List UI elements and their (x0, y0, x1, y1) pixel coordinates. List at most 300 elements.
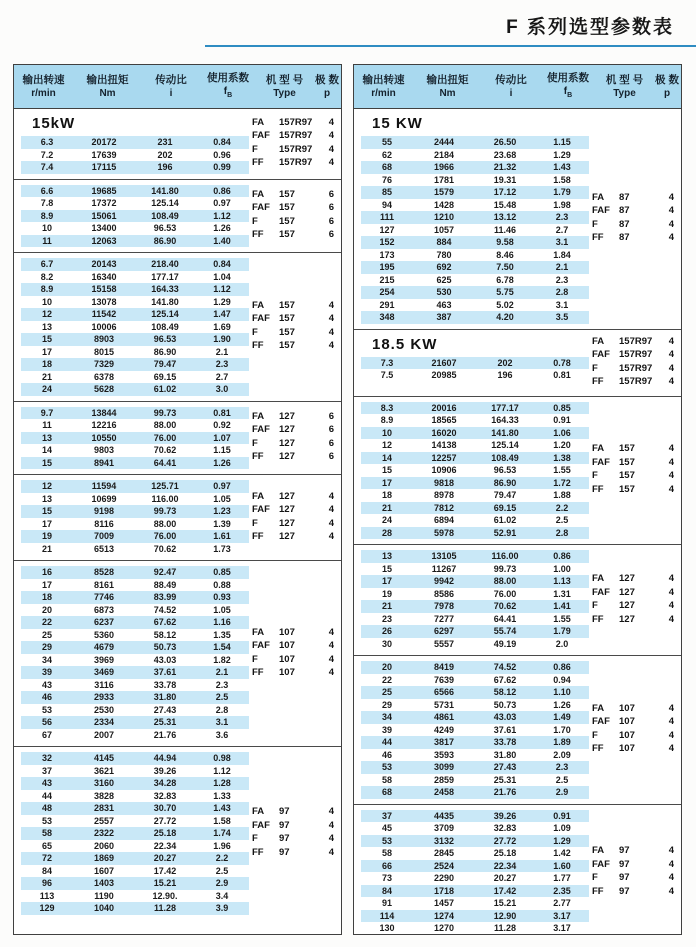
cell-ratio: 4.20 (496, 312, 514, 322)
cell-ratio: 27.72 (153, 815, 177, 826)
cell-service-factor: 2.3 (215, 679, 229, 690)
cell-ratio: 25.18 (493, 848, 517, 858)
table-row (361, 427, 589, 440)
header-model-type: 机 型 号 Type (605, 74, 644, 99)
cell-ratio: 67.62 (153, 617, 177, 627)
cell-service-factor: 1.05 (213, 493, 231, 504)
cell-output-torque: 3828 (93, 790, 115, 801)
cell-ratio: 96.53 (493, 465, 517, 475)
cell-ratio: 125.14 (151, 309, 179, 319)
cell-output-torque: 2458 (433, 787, 455, 797)
cell-ratio: 99.73 (153, 407, 177, 418)
cell-output-torque: 6873 (93, 604, 115, 615)
table-row (21, 333, 249, 346)
cell-output-speed: 348 (379, 312, 395, 322)
cell-output-torque: 3593 (433, 749, 455, 760)
table-row (21, 840, 249, 853)
rows-column (21, 752, 249, 915)
cell-ratio: 202 (157, 149, 173, 160)
cell-output-speed: 17 (381, 477, 392, 488)
parameter-group (354, 655, 681, 804)
pole-count: 4 (328, 640, 334, 651)
model-prefix: FF (252, 229, 264, 241)
cell-service-factor: 0.97 (213, 198, 231, 208)
model-type-line (249, 517, 341, 531)
cell-service-factor: 1.79 (553, 626, 571, 636)
cell-output-torque: 6894 (433, 515, 455, 525)
cell-output-torque: 4145 (93, 753, 115, 763)
cell-ratio: 50.73 (153, 642, 177, 652)
pole-count: 4 (328, 157, 334, 169)
model-prefix: F (252, 653, 258, 665)
cell-ratio: 32.83 (493, 823, 517, 833)
rows-column (361, 402, 589, 540)
table-row (21, 852, 249, 865)
model-type-line (589, 586, 681, 600)
cell-service-factor: 2.3 (555, 762, 569, 772)
cell-output-speed: 20 (41, 604, 52, 615)
cell-output-torque: 9942 (433, 576, 455, 586)
cell-output-speed: 19 (381, 588, 392, 599)
cell-output-torque: 4249 (433, 724, 455, 735)
pole-count: 4 (328, 819, 334, 831)
pole-count: 4 (328, 531, 334, 542)
cell-output-speed: 13 (381, 551, 392, 561)
cell-output-torque: 2007 (93, 729, 115, 740)
cell-output-speed: 34 (381, 712, 392, 722)
cell-ratio: 164.33 (491, 415, 519, 425)
table-row (21, 185, 249, 198)
model-prefix: F (592, 600, 598, 611)
cell-output-speed: 15 (381, 465, 392, 475)
cell-output-torque: 8978 (433, 490, 455, 500)
model-type-line (249, 299, 341, 313)
cell-output-torque: 2859 (433, 774, 455, 785)
table-row (21, 444, 249, 457)
cell-output-speed: 7.3 (380, 357, 394, 368)
model-size: 87 (619, 205, 630, 217)
cell-output-speed: 173 (379, 249, 395, 260)
cell-output-speed: 58 (381, 848, 392, 858)
cell-service-factor: 0.81 (553, 370, 571, 380)
cell-output-torque: 7329 (93, 359, 115, 369)
cell-ratio: 19.31 (493, 174, 517, 185)
cell-output-torque: 17115 (91, 162, 117, 172)
cell-service-factor: 2.3 (215, 359, 229, 369)
cell-service-factor: 0.84 (213, 259, 231, 269)
model-prefix: FAF (592, 716, 610, 728)
table-row (21, 296, 249, 309)
table-row (361, 477, 589, 490)
table-row (21, 752, 249, 765)
cell-output-speed: 8.9 (380, 415, 394, 425)
table-row (21, 358, 249, 371)
cell-output-torque: 3116 (94, 679, 114, 690)
table-row (21, 641, 249, 654)
cell-output-speed: 7.2 (40, 149, 54, 160)
cell-service-factor: 1.40 (213, 235, 231, 246)
model-prefix: FA (252, 806, 265, 818)
model-size: 127 (619, 613, 635, 625)
cell-service-factor: 0.96 (213, 149, 231, 160)
cell-output-torque: 6237 (93, 617, 115, 627)
table-row (361, 236, 589, 249)
cell-service-factor: 1.43 (553, 162, 571, 172)
cell-output-speed: 28 (381, 527, 392, 538)
model-prefix: FAF (252, 640, 270, 651)
cell-output-torque: 1869 (93, 853, 115, 863)
cell-service-factor: 2.5 (555, 515, 569, 525)
model-prefix: FAF (252, 202, 270, 214)
pole-count: 4 (328, 326, 334, 338)
parameter-group (354, 544, 681, 655)
table-row (361, 174, 589, 187)
cell-service-factor: 1.42 (553, 848, 571, 858)
cell-output-torque: 2290 (433, 873, 455, 883)
cell-output-speed: 66 (381, 860, 392, 871)
cell-output-speed: 22 (381, 674, 392, 685)
pole-count: 6 (328, 202, 334, 214)
model-type-line (589, 599, 681, 613)
cell-output-torque: 2831 (93, 803, 115, 813)
rows-column (21, 480, 249, 555)
cell-ratio: 76.00 (153, 531, 177, 541)
cell-ratio: 37.61 (153, 667, 177, 677)
cell-output-torque: 1057 (433, 224, 455, 235)
cell-output-speed: 8.2 (40, 271, 54, 282)
cell-service-factor: 1.20 (553, 440, 571, 450)
pole-count: 4 (668, 349, 674, 360)
cell-output-speed: 91 (381, 898, 392, 908)
rows-column (361, 114, 589, 324)
model-type-line (249, 339, 341, 353)
cell-output-torque: 692 (436, 262, 452, 272)
model-prefix: FF (592, 885, 604, 897)
model-type-column (249, 566, 341, 741)
model-type-line (589, 191, 681, 205)
cell-service-factor: 2.09 (553, 749, 571, 760)
cell-ratio: 11.28 (493, 923, 517, 933)
pole-count: 4 (328, 299, 334, 311)
cell-output-torque: 2557 (93, 815, 115, 826)
cell-output-torque: 4861 (433, 712, 455, 722)
cell-output-speed: 84 (41, 865, 52, 876)
cell-output-speed: 215 (379, 274, 395, 285)
parameter-table-right (353, 64, 682, 935)
cell-service-factor: 1.43 (213, 803, 231, 813)
model-prefix: FA (252, 410, 265, 422)
cell-output-torque: 2444 (433, 137, 455, 147)
cell-output-torque: 5557 (433, 638, 455, 649)
cell-service-factor: 3.9 (215, 903, 229, 913)
cell-output-speed: 39 (41, 667, 52, 677)
table-row (361, 502, 589, 515)
cell-output-speed: 62 (381, 149, 392, 160)
cell-output-speed: 43 (41, 778, 52, 788)
cell-ratio: 21.76 (493, 787, 517, 797)
model-size: 157 (279, 340, 295, 352)
pole-count: 6 (328, 410, 334, 422)
cell-service-factor: 0.92 (213, 420, 231, 430)
table-row (361, 588, 589, 601)
cell-service-factor: 3.6 (215, 729, 229, 740)
cell-service-factor: 1.29 (213, 296, 231, 307)
model-size: 157 (619, 443, 635, 455)
cell-service-factor: 1.12 (213, 765, 231, 776)
model-size: 87 (619, 218, 630, 230)
model-prefix: F (252, 437, 258, 449)
cell-service-factor: 1.69 (213, 321, 231, 332)
model-type-line (589, 844, 681, 858)
model-size: 107 (619, 743, 635, 755)
cell-ratio: 202 (497, 357, 513, 368)
model-type-line (249, 410, 341, 424)
cell-ratio: 218.40 (151, 259, 179, 269)
pole-count: 4 (668, 729, 674, 741)
model-type-line (249, 437, 341, 451)
model-type-line (249, 312, 341, 326)
model-size: 127 (279, 517, 295, 529)
model-prefix: F (592, 218, 598, 230)
cell-output-speed: 8.9 (40, 284, 54, 294)
cell-output-speed: 195 (379, 262, 395, 272)
cell-output-torque: 3132 (433, 835, 455, 846)
table-row (361, 369, 589, 382)
model-type-line (589, 469, 681, 483)
table-row (21, 566, 249, 579)
cell-service-factor: 1.26 (213, 457, 231, 468)
cell-service-factor: 0.86 (553, 662, 571, 672)
table-row (361, 822, 589, 835)
cell-output-torque: 1966 (433, 162, 455, 172)
model-prefix: FA (592, 443, 605, 455)
cell-ratio: 15.21 (153, 878, 177, 888)
model-size: 127 (279, 490, 295, 502)
model-type-line (589, 885, 681, 899)
cell-service-factor: 1.31 (553, 588, 571, 599)
cell-ratio: 20.27 (493, 873, 517, 883)
model-type-line (589, 335, 681, 349)
pole-count: 6 (328, 437, 334, 449)
table-row (361, 136, 589, 149)
cell-output-speed: 16 (41, 567, 52, 577)
cell-output-speed: 39 (381, 724, 392, 735)
cell-ratio: 52.91 (493, 527, 517, 538)
model-type-line (249, 326, 341, 340)
table-row (21, 790, 249, 803)
cell-output-speed: 85 (381, 187, 392, 197)
cell-service-factor: 1.74 (213, 828, 231, 838)
table-row (361, 575, 589, 588)
cell-service-factor: 0.91 (553, 415, 571, 425)
pole-count: 4 (668, 885, 674, 897)
cell-service-factor: 1.55 (553, 613, 571, 624)
cell-ratio: 27.72 (493, 835, 517, 846)
model-size: 157 (619, 456, 635, 468)
cell-output-torque: 7009 (93, 531, 115, 541)
cell-service-factor: 0.88 (213, 579, 231, 590)
model-type-line (589, 572, 681, 586)
table-row (21, 765, 249, 778)
cell-ratio: 74.52 (493, 662, 517, 672)
cell-ratio: 61.02 (493, 515, 517, 525)
table-row (21, 235, 249, 248)
cell-ratio: 99.73 (493, 563, 517, 574)
cell-output-torque: 3160 (93, 778, 115, 788)
pole-count: 4 (668, 335, 674, 347)
cell-ratio: 32.83 (153, 790, 177, 801)
table-row (21, 505, 249, 518)
model-size: 157 (279, 326, 295, 338)
cell-ratio: 9.58 (496, 237, 514, 247)
model-prefix: F (592, 470, 598, 482)
model-prefix: F (252, 833, 258, 845)
table-row (21, 283, 249, 296)
model-prefix: FAF (252, 819, 270, 831)
table-body-right (354, 109, 681, 936)
cell-service-factor: 0.86 (553, 551, 571, 561)
cell-ratio: 11.28 (153, 903, 177, 913)
model-type-line (249, 450, 341, 464)
cell-ratio: 76.00 (153, 432, 177, 443)
table-row (361, 186, 589, 199)
model-size: 107 (279, 640, 295, 651)
cell-service-factor: 1.82 (213, 654, 231, 665)
model-size: 127 (279, 410, 295, 422)
table-row (361, 885, 589, 898)
cell-service-factor: 1.15 (553, 137, 571, 147)
model-size: 127 (279, 451, 295, 463)
model-type-line (589, 375, 681, 389)
cell-service-factor: 0.99 (213, 162, 231, 172)
cell-output-speed: 84 (381, 885, 392, 896)
model-type-column (589, 335, 681, 391)
model-size: 157 (279, 215, 295, 227)
cell-output-torque: 6513 (93, 543, 115, 554)
cell-ratio: 74.52 (153, 604, 177, 615)
model-prefix: FA (252, 116, 265, 128)
cell-output-torque: 884 (436, 237, 452, 247)
cell-ratio: 15.48 (493, 199, 517, 210)
power-rating-label: 15 KW (372, 115, 423, 132)
cell-output-speed: 13 (41, 432, 52, 443)
model-size: 157R97 (279, 157, 313, 169)
model-type-line (249, 215, 341, 229)
cell-output-torque: 2334 (93, 717, 115, 727)
cell-output-speed: 11 (42, 235, 52, 246)
cell-service-factor: 1.26 (213, 223, 231, 233)
model-size: 127 (279, 437, 295, 449)
cell-output-speed: 21 (41, 371, 52, 382)
cell-output-speed: 48 (41, 803, 52, 813)
model-size: 157 (279, 299, 295, 311)
cell-ratio: 34.28 (153, 778, 177, 788)
parameter-group (14, 109, 341, 179)
cell-output-speed: 44 (41, 790, 52, 801)
cell-output-torque: 8528 (93, 567, 115, 577)
cell-ratio: 22.34 (493, 860, 517, 871)
cell-output-torque: 5628 (93, 384, 115, 394)
pole-count: 4 (328, 116, 334, 128)
rows-column (21, 185, 249, 248)
cell-output-speed: 58 (41, 828, 52, 838)
cell-output-speed: 7.5 (380, 370, 394, 380)
model-size: 157 (279, 229, 295, 241)
cell-output-speed: 45 (381, 823, 392, 833)
tables-container (13, 64, 682, 935)
cell-ratio: 141.80 (151, 296, 179, 307)
model-prefix: FF (592, 232, 604, 244)
cell-output-torque: 3709 (433, 823, 455, 833)
pole-count: 4 (668, 872, 674, 883)
cell-service-factor: 1.26 (553, 699, 571, 710)
cell-ratio: 70.62 (153, 445, 177, 455)
model-prefix: FF (252, 667, 264, 678)
cell-ratio: 27.43 (153, 704, 177, 715)
rows-column (361, 661, 589, 799)
cell-ratio: 108.49 (491, 452, 519, 463)
table-row (361, 299, 589, 312)
cell-ratio: 108.49 (151, 321, 179, 332)
cell-output-torque: 13844 (91, 407, 117, 418)
model-type-column (589, 661, 681, 799)
cell-service-factor: 2.1 (215, 346, 229, 357)
table-row (361, 489, 589, 502)
cell-ratio: 11.46 (493, 224, 517, 235)
cell-output-speed: 21 (381, 502, 392, 513)
pole-count: 4 (328, 130, 334, 142)
cell-service-factor: 0.85 (553, 402, 571, 413)
header-service-factor: 使用系数 $f_B$ (547, 72, 589, 99)
cell-service-factor: 2.2 (215, 853, 229, 863)
cell-service-factor: 0.98 (213, 753, 231, 763)
cell-service-factor: 1.06 (553, 427, 571, 438)
cell-ratio: 22.34 (153, 840, 177, 851)
cell-output-torque: 16340 (91, 271, 117, 282)
table-row (361, 686, 589, 699)
cell-output-torque: 11542 (91, 309, 117, 319)
cell-ratio: 116.00 (491, 551, 519, 561)
model-prefix: FAF (592, 349, 610, 360)
model-prefix: FA (592, 335, 605, 347)
model-prefix: FF (592, 613, 604, 625)
cell-ratio: 25.18 (153, 828, 177, 838)
cell-service-factor: 1.28 (213, 778, 231, 788)
model-type-line (249, 129, 341, 143)
table-row (21, 729, 249, 742)
cell-output-torque: 7277 (433, 613, 455, 624)
cell-ratio: 70.62 (493, 601, 517, 611)
cell-output-torque: 21607 (431, 357, 457, 368)
cell-ratio: 17.42 (493, 885, 517, 896)
model-size: 97 (279, 833, 290, 845)
cell-output-speed: 65 (41, 840, 52, 851)
table-row (21, 890, 249, 903)
model-size: 127 (279, 531, 295, 542)
cell-service-factor: 1.41 (553, 601, 571, 611)
model-prefix: FAF (592, 586, 610, 598)
cell-ratio: 21.32 (493, 162, 517, 172)
pole-count: 4 (668, 483, 674, 495)
cell-service-factor: 1.96 (213, 840, 231, 851)
cell-service-factor: 1.88 (553, 490, 571, 500)
cell-service-factor: 2.5 (555, 774, 569, 785)
cell-service-factor: 1.79 (553, 187, 571, 197)
cell-output-torque: 1718 (433, 885, 455, 896)
model-type-column (589, 402, 681, 540)
cell-output-speed: 152 (379, 237, 395, 247)
model-prefix: FF (252, 451, 264, 463)
